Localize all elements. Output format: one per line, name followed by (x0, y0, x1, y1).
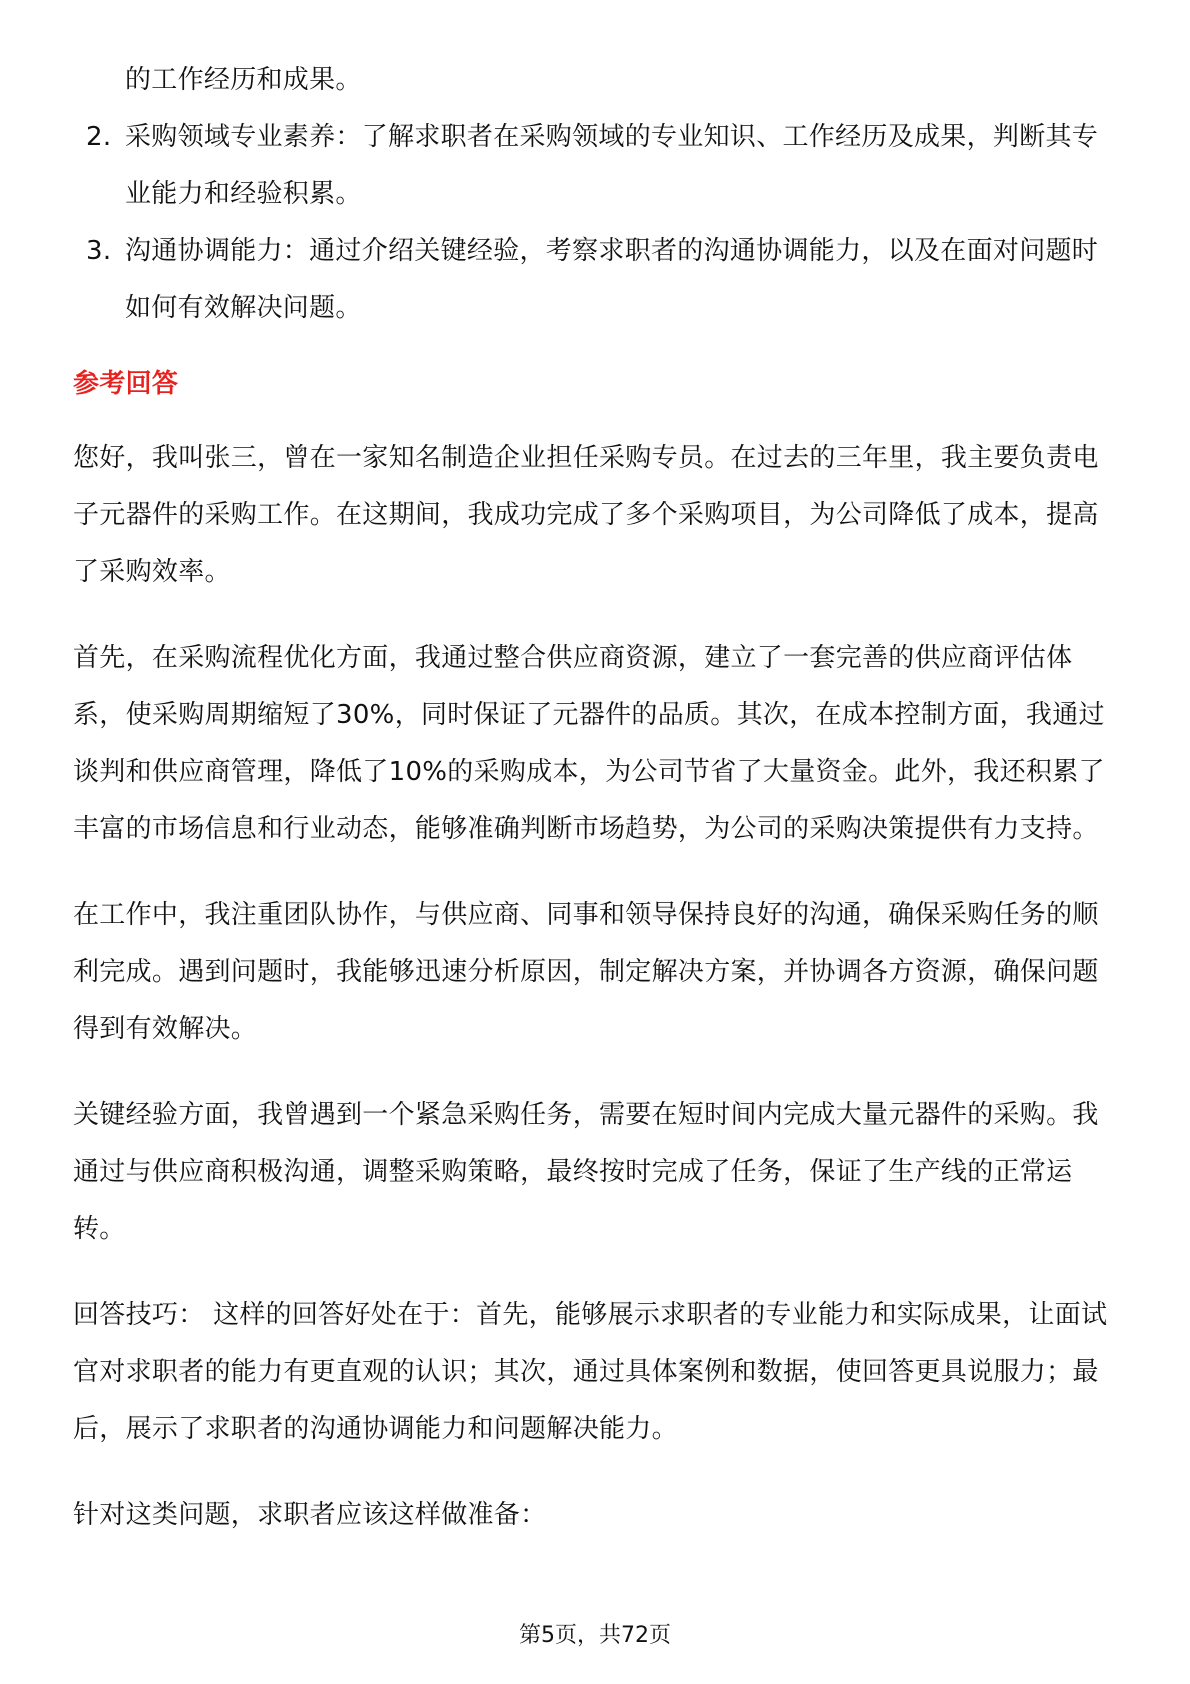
paragraph: 回答技巧： 这样的回答好处在于：首先，能够展示求职者的专业能力和实际成果，让面试官对求职者的能力有更直观的认识；其次，通过具体案例和数据，使回答更具说服力；最后，展示了求职者的沟通协调能力和问题解决能力。 (73, 1300, 1108, 1444)
paragraph: 您好，我叫张三，曾在一家知名制造企业担任采购专员。在过去的三年里，我主要负责电子元器件的采购工作。在这期间，我成功完成了多个采购项目，为公司降低了成本，提高了采购效率。 (73, 443, 1099, 587)
list-item-number: 3. (86, 236, 112, 266)
numbered-list (73, 109, 1118, 337)
paragraph: 在工作中，我注重团队协作，与供应商、同事和领导保持良好的沟通，确保采购任务的顺利完成。遇到问题时，我能够迅速分析原因，制定解决方案，并协调各方资源，确保问题得到有效解决。 (73, 900, 1099, 1044)
paragraph: 针对这类问题，求职者应该这样做准备： (73, 1500, 547, 1530)
list-item (73, 223, 1118, 337)
list-item-text: 采购领域专业素养：了解求职者在采购领域的专业知识、工作经历及成果，判断其专业能力和经验积累。 (125, 122, 1099, 209)
list-item-number: 2. (86, 122, 112, 152)
list-item-text: 沟通协调能力：通过介绍关键经验，考察求职者的沟通协调能力，以及在面对问题时如何有效解决问题。 (125, 236, 1099, 323)
paragraph: 关键经验方面，我曾遇到一个紧急采购任务，需要在短时间内完成大量元器件的采购。我通过与供应商积极沟通，调整采购策略，最终按时完成了任务，保证了生产线的正常运转。 (73, 1100, 1099, 1244)
list-item (73, 109, 1118, 223)
continuation-line: 的工作经历和成果。 (125, 65, 362, 95)
page-number: 第5页，共72页 (519, 1623, 671, 1648)
page-content (73, 52, 1118, 1573)
section-heading: 参考回答 (73, 369, 179, 399)
paragraph: 首先，在采购流程优化方面，我通过整合供应商资源，建立了一套完善的供应商评估体系，使采购周期缩短了30%，同时保证了元器件的品质。其次，在成本控制方面，我通过谈判和供应商管理，降低了10%的采购成本，为公司节省了大量资金。此外，我还积累了丰富的市场信息和行业动态，能够准确判断市场趋势，为公司的采购决策提供有力支持。 (73, 643, 1105, 844)
